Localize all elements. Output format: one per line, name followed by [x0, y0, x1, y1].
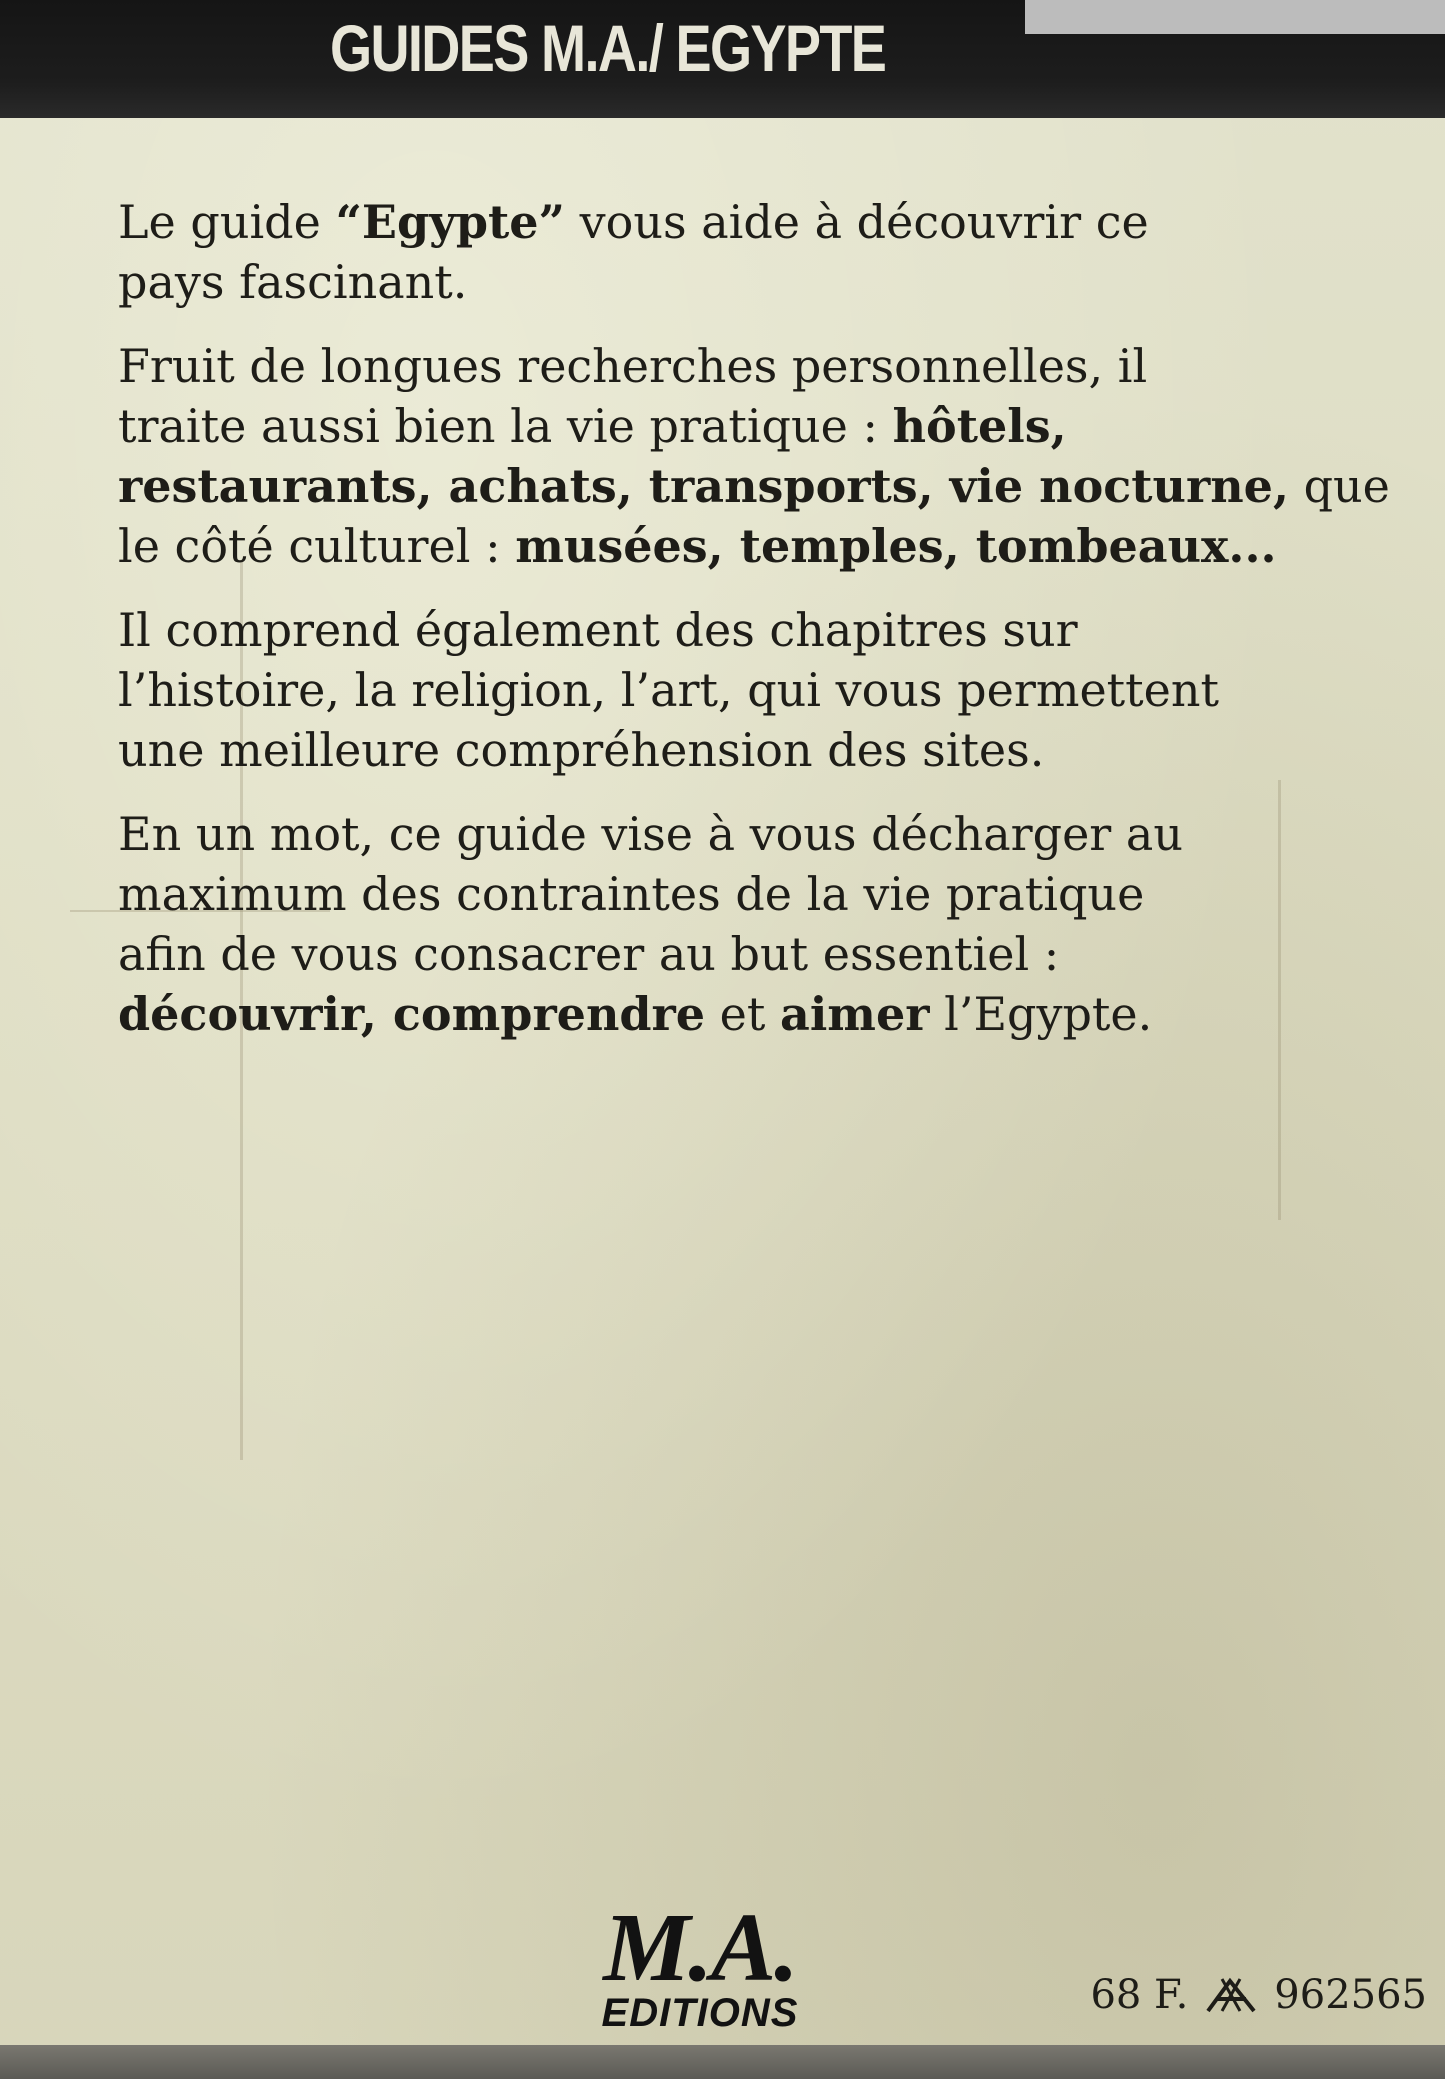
emphasized-text: découvrir, comprendre [118, 987, 706, 1041]
product-code: 962565 [1274, 1972, 1427, 2018]
paragraph [118, 804, 1278, 1044]
bottom-edge [0, 2045, 1445, 2079]
text-run: vous aide à découvrir ce [565, 195, 1149, 249]
text-run: le côté culturel : [118, 519, 516, 573]
description-text [118, 192, 1390, 1068]
text-run: une meilleure compréhension des sites. [118, 723, 1045, 777]
paragraph [118, 336, 1390, 576]
emphasized-text: aimer [780, 987, 930, 1041]
text-run: Le guide [118, 195, 336, 249]
series-title: GUIDES M.A./ EGYPTE [330, 11, 886, 85]
text-run: l’Egypte. [929, 987, 1153, 1041]
emphasized-text: “Egypte” [335, 195, 566, 249]
paper-crease [1278, 780, 1281, 1220]
header-band-edge [1025, 0, 1445, 34]
text-run: Il comprend également des chapitres sur [118, 603, 1078, 657]
text-run: afin de vous consacrer au but essentiel : [118, 927, 1060, 981]
price-info [1090, 1968, 1427, 2022]
text-run: En un mot, ce guide vise à vous décharger au [118, 807, 1183, 861]
emphasized-text: hôtels, [892, 399, 1067, 453]
emphasized-text: musées, temples, tombeaux... [515, 519, 1277, 573]
publisher-logo-main: M.A. [603, 1894, 797, 2002]
text-run: maximum des contraintes de la vie pratique [118, 867, 1145, 921]
publisher-logo [560, 1894, 840, 2035]
text-run: et [705, 987, 781, 1041]
emphasized-text: restaurants, achats, transports, vie nocturne, [118, 459, 1289, 513]
paragraph [118, 192, 1278, 312]
text-run: traite aussi bien la vie pratique : [118, 399, 893, 453]
text-run: Fruit de longues recherches personnelles, il [118, 339, 1148, 393]
text-run: l’histoire, la religion, l’art, qui vous permettent [118, 663, 1219, 717]
paragraph [118, 600, 1278, 780]
text-run: que [1288, 459, 1390, 513]
book-symbol-icon [1202, 1971, 1260, 2019]
text-run: pays fascinant. [118, 255, 468, 309]
price-amount: 68 F. [1090, 1972, 1189, 2018]
publisher-logo-sub: EDITIONS [601, 1991, 799, 2035]
